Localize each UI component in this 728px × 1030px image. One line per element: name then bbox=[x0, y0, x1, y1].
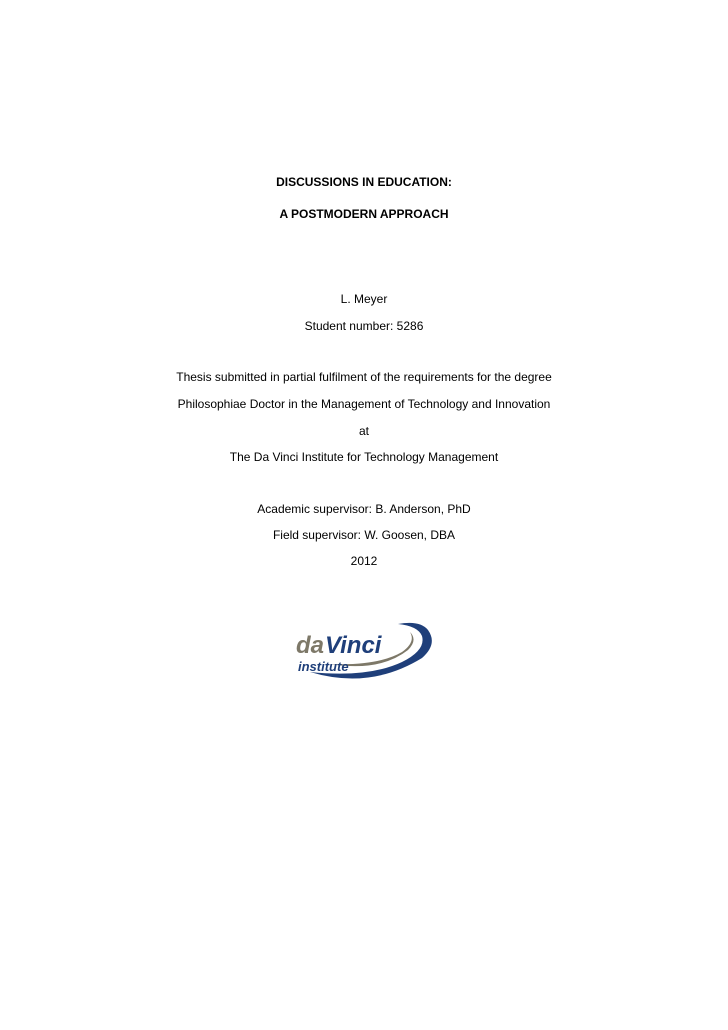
davinci-institute-logo bbox=[290, 620, 440, 680]
submission-statement-line-1: Thesis submitted in partial fulfilment of the requirements for the degree bbox=[176, 370, 552, 384]
logo-wordmark-vinci: Vinci bbox=[325, 632, 382, 659]
author-name: L. Meyer bbox=[340, 292, 388, 306]
institution-name: The Da Vinci Institute for Technology Management bbox=[229, 450, 499, 464]
academic-supervisor: Academic supervisor: B. Anderson, PhD bbox=[257, 502, 471, 516]
submission-year: 2012 bbox=[350, 554, 378, 568]
davinci-logo-graphic bbox=[290, 620, 440, 680]
submission-statement-line-2: Philosophiae Doctor in the Management of Technology and Innovation bbox=[177, 397, 551, 411]
logo-wordmark-da: da bbox=[296, 632, 325, 659]
field-supervisor: Field supervisor: W. Goosen, DBA bbox=[272, 528, 456, 542]
student-number: Student number: 5286 bbox=[304, 319, 424, 333]
thesis-title-line-1: DISCUSSIONS IN EDUCATION: bbox=[276, 175, 452, 189]
submission-statement-at: at bbox=[358, 424, 369, 438]
logo-subtitle-institute: institute bbox=[298, 659, 349, 674]
thesis-title-line-2: A POSTMODERN APPROACH bbox=[279, 207, 449, 221]
